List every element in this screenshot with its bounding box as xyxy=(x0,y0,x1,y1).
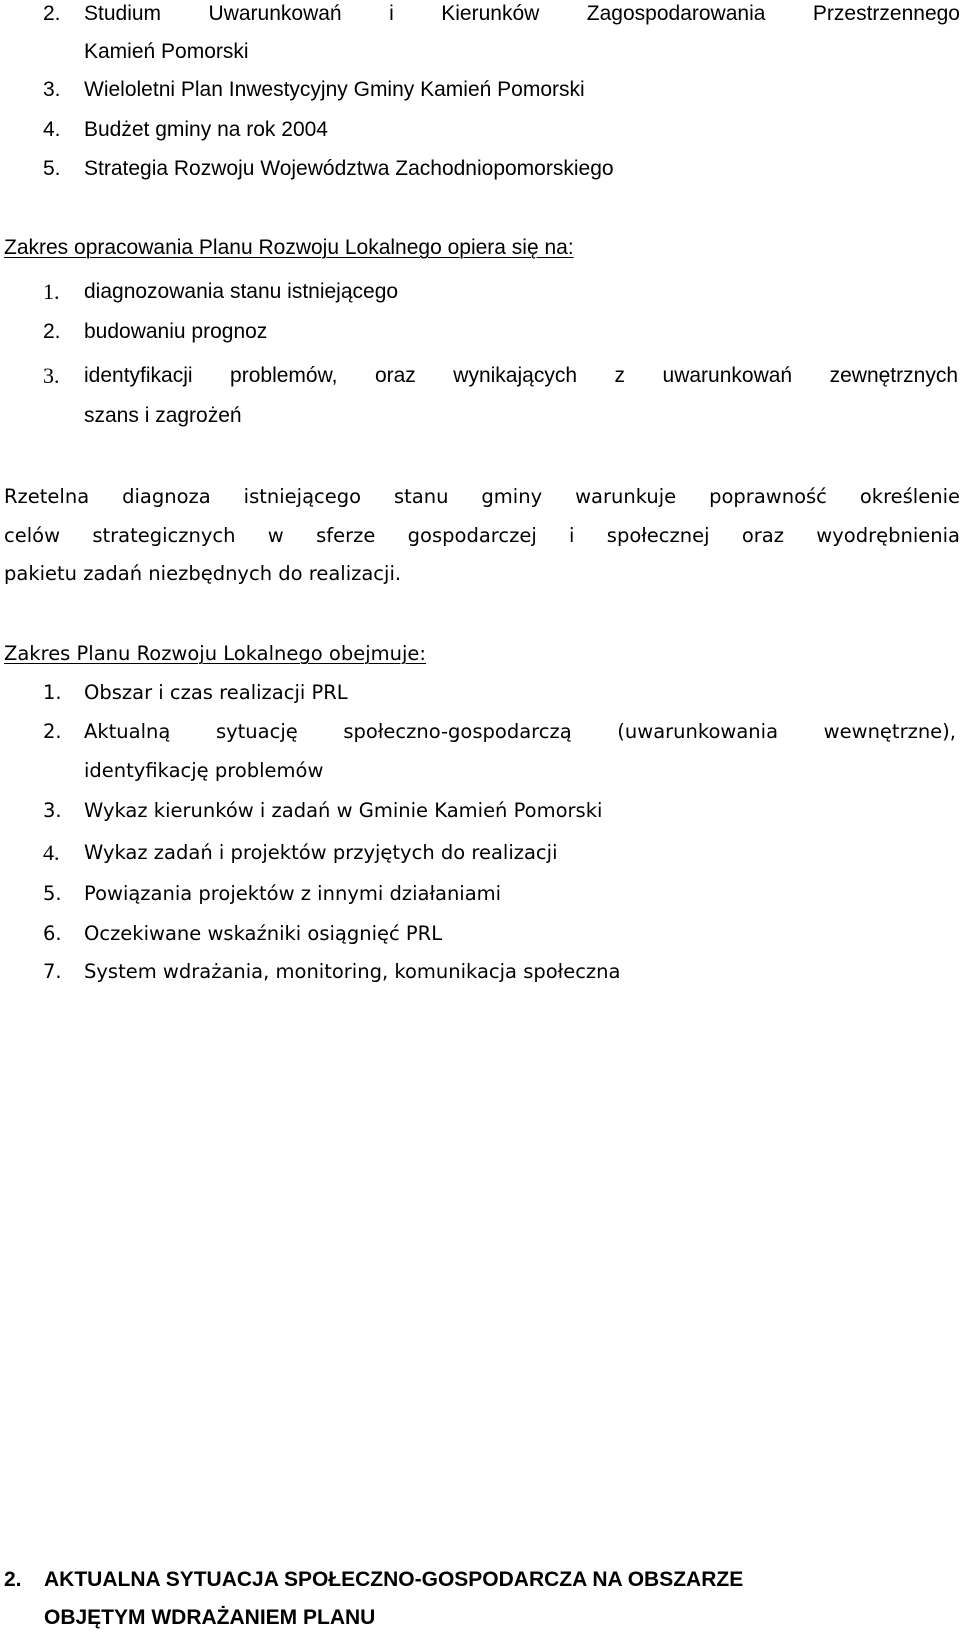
list-item-number: 2. xyxy=(43,320,61,343)
paragraph-text: celów strategicznych w sferze gospodarczej i społecznej oraz wyodrębnienia xyxy=(4,524,960,547)
list-item-number: 5. xyxy=(43,882,62,905)
list-item-number: 1. xyxy=(43,279,60,304)
list-item-text: Wieloletni Plan Inwestycyjny Gminy Kamień Pomorski xyxy=(84,78,585,101)
list-item-text: budowaniu prognoz xyxy=(84,320,268,343)
list-item-text: Kamień Pomorski xyxy=(84,40,249,63)
paragraph-text: pakietu zadań niezbędnych do realizacji. xyxy=(4,562,402,585)
list-item-text: szans i zagrożeń xyxy=(84,404,242,427)
list-item-number: 6. xyxy=(43,922,62,945)
list-item-number: 3. xyxy=(43,363,60,388)
plan-scope-heading: Zakres Planu Rozwoju Lokalnego obejmuje: xyxy=(4,642,426,665)
list-item-text: Budżet gminy na rok 2004 xyxy=(84,118,328,141)
list-item-number: 3. xyxy=(43,78,61,101)
list-item-text: Powiązania projektów z innymi działaniami xyxy=(84,882,502,905)
list-item-text: System wdrażania, monitoring, komunikacja społeczna xyxy=(84,960,621,983)
list-item-text: Wykaz kierunków i zadań w Gminie Kamień Pomorski xyxy=(84,799,603,822)
list-item-number: 4. xyxy=(43,118,61,141)
list-item-text: diagnozowania stanu istniejącego xyxy=(84,280,399,303)
list-item-text: Aktualną sytuację społeczno-gospodarczą (uwarunkowania wewnętrzne), xyxy=(84,720,956,743)
section-heading-number: 2. xyxy=(4,1568,22,1591)
list-item-number: 4. xyxy=(43,840,60,865)
list-item-number: 1. xyxy=(43,681,62,704)
list-item-number: 3. xyxy=(43,799,62,822)
list-item-text: Oczekiwane wskaźniki osiągnięć PRL xyxy=(84,922,443,945)
list-item-number: 7. xyxy=(43,960,62,983)
list-item-text: identyfikacji problemów, oraz wynikających z uwarunkowań zewnętrznych xyxy=(84,364,958,387)
section-heading-text: AKTUALNA SYTUACJA SPOŁECZNO-GOSPODARCZA NA OBSZARZE xyxy=(44,1568,744,1591)
list-item-text: Obszar i czas realizacji PRL xyxy=(84,681,348,704)
section-heading-text: OBJĘTYM WDRAŻANIEM PLANU xyxy=(44,1606,376,1629)
scope-intro-heading: Zakres opracowania Planu Rozwoju Lokalnego opiera się na: xyxy=(4,236,574,259)
list-item-text: identyfikację problemów xyxy=(84,759,324,782)
paragraph-text: Rzetelna diagnoza istniejącego stanu gminy warunkuje poprawność określenie xyxy=(4,485,960,508)
list-item-text: Strategia Rozwoju Województwa Zachodniopomorskiego xyxy=(84,157,614,180)
list-item-text: Wykaz zadań i projektów przyjętych do realizacji xyxy=(84,841,558,864)
list-item-number: 2. xyxy=(43,2,61,25)
list-item-number: 2. xyxy=(43,720,62,743)
list-item-number: 5. xyxy=(43,157,61,180)
list-item-text: Studium Uwarunkowań i Kierunków Zagospodarowania Przestrzennego xyxy=(84,2,960,25)
